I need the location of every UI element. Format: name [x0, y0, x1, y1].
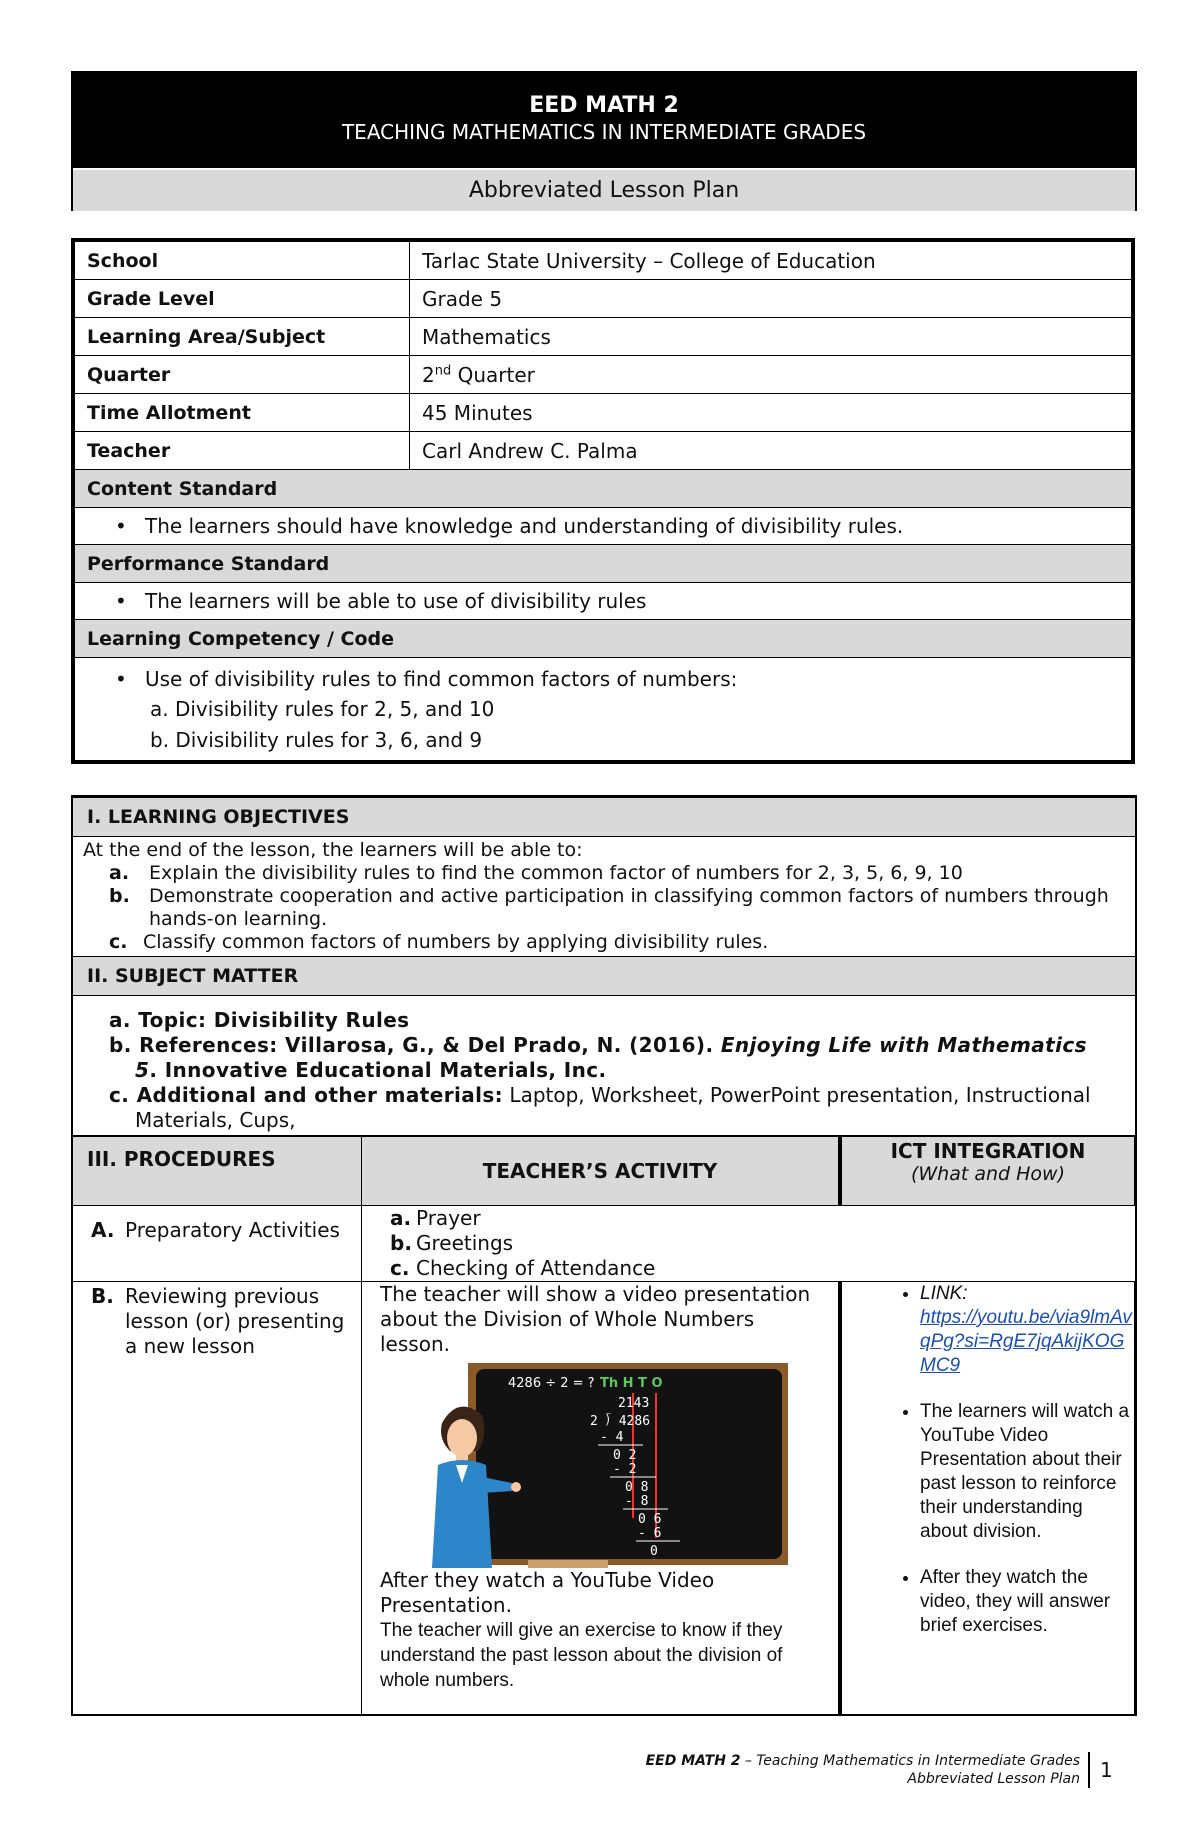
- ict-link-label: LINK:: [920, 1283, 968, 1304]
- board-line: 0 2: [613, 1448, 637, 1463]
- ict-col-header: [840, 1136, 1136, 1206]
- prep-letter: b.: [390, 1231, 412, 1255]
- content-standard-heading-row: [73, 470, 1133, 508]
- page-footer: [600, 1752, 1080, 1788]
- materials-label: c. Additional and other materials:: [109, 1083, 504, 1107]
- info-label: Teacher: [73, 432, 410, 470]
- objective-item: [83, 885, 1125, 931]
- board-line: 2 ⟌ 4286: [590, 1414, 651, 1429]
- review-text-after: After they watch a YouTube Video Presentation.: [380, 1568, 715, 1617]
- competency-heading: Learning Competency / Code: [73, 620, 1133, 658]
- procedures-header-row: [72, 1136, 1136, 1206]
- prep-letter: a.: [390, 1206, 412, 1230]
- step-letter: B.: [91, 1284, 114, 1308]
- header-title-block: [73, 73, 1135, 168]
- performance-standard-text: The learners will be able to use of divisibility rules: [145, 589, 647, 613]
- objective-letter: c.: [109, 931, 128, 953]
- competency-row: [73, 658, 1133, 763]
- footer-course-title: – Teaching Mathematics in Intermediate Grades: [740, 1753, 1080, 1769]
- objective-text: Explain the divisibility rules to find the common factor of numbers for 2, 3, 5, 6, 9, 10: [149, 862, 963, 884]
- info-label: Quarter: [73, 356, 410, 394]
- objective-item: [83, 931, 1125, 954]
- board-line: - 6: [638, 1526, 662, 1541]
- quarter-number: 2: [422, 362, 435, 387]
- info-label: Time Allotment: [73, 394, 410, 432]
- page-number: 1: [1088, 1752, 1140, 1788]
- review-text-intro: The teacher will show a video presentation about the Division of Whole Numbers lesson.: [380, 1282, 811, 1356]
- course-title: TEACHING MATHEMATICS IN INTERMEDIATE GRADES: [341, 120, 867, 144]
- chalkboard-icon: [428, 1363, 788, 1568]
- board-line: 2143: [618, 1396, 650, 1411]
- content-standard-heading: Content Standard: [73, 470, 1133, 508]
- objectives-intro: At the end of the lesson, the learners will be able to:: [83, 839, 583, 861]
- preparatory-row: [72, 1206, 1136, 1282]
- prep-item: [390, 1206, 1125, 1231]
- info-value: 45 Minutes: [410, 394, 1134, 432]
- prep-text: Prayer: [416, 1206, 481, 1230]
- info-row-time: [73, 394, 1133, 432]
- lesson-info-table: [71, 238, 1135, 764]
- footer-course-code: EED MATH 2: [645, 1753, 741, 1769]
- competency-item-b: b. Divisibility rules for 3, 6, and 9: [150, 728, 483, 752]
- ict-list: [892, 1282, 1132, 1638]
- objective-letter: a.: [109, 862, 130, 884]
- info-value: Tarlac State University – College of Education: [410, 240, 1134, 280]
- info-label: Learning Area/Subject: [73, 318, 410, 356]
- info-row-grade: [73, 280, 1133, 318]
- objective-letter: b.: [109, 885, 130, 907]
- teacher-chalkboard-illustration: [428, 1363, 824, 1568]
- bullet-icon: •: [115, 589, 127, 613]
- subject-matter-heading: II. SUBJECT MATTER: [73, 956, 1135, 996]
- prep-text: Checking of Attendance: [416, 1256, 656, 1280]
- references-book-title: Enjoying Life with Mathematics 5: [135, 1033, 1087, 1082]
- performance-standard-heading: Performance Standard: [73, 545, 1133, 583]
- info-row-subject: [73, 318, 1133, 356]
- prep-text: Greetings: [416, 1231, 514, 1255]
- info-value: [410, 356, 1134, 394]
- procedures-table: [71, 1135, 1137, 1716]
- quarter-word: Quarter: [451, 362, 535, 387]
- board-line: 0: [650, 1544, 658, 1559]
- teacher-activity-col-header: TEACHER’S ACTIVITY: [362, 1136, 841, 1206]
- youtube-link[interactable]: https://youtu.be/via9lmAvqPg?si=RgE7jqAkijKOGMC9: [920, 1307, 1132, 1376]
- info-row-teacher: [73, 432, 1133, 470]
- competency-text: Use of divisibility rules to find common factors of numbers:: [145, 667, 738, 691]
- info-row-quarter: [73, 356, 1133, 394]
- ict-link-item: [920, 1282, 1132, 1378]
- objective-text: Classify common factors of numbers by applying divisibility rules.: [143, 931, 769, 953]
- subject-materials: [109, 1083, 1095, 1133]
- references-publisher: . Innovative Educational Materials, Inc.: [149, 1058, 607, 1082]
- step-label: Preparatory Activities: [125, 1218, 340, 1242]
- board-line: - 2: [613, 1462, 637, 1477]
- document-header: [71, 71, 1137, 211]
- doc-type: Abbreviated Lesson Plan: [73, 168, 1135, 211]
- review-row: [72, 1282, 1136, 1716]
- board-line: - 8: [625, 1494, 649, 1509]
- subject-matter-body: [73, 996, 1135, 1145]
- info-row-school: [73, 240, 1133, 280]
- review-text-exercise: The teacher will give an exercise to know if they understand the past lesson about the division of whole numbers.: [380, 1620, 783, 1691]
- bullet-icon: •: [115, 514, 127, 538]
- info-value: Mathematics: [410, 318, 1134, 356]
- board-line: 0 6: [638, 1512, 662, 1527]
- bullet-icon: •: [115, 667, 127, 691]
- board-line: - 4: [600, 1430, 624, 1445]
- ict-item: • After they watch the video, they will answer brief exercises.: [920, 1566, 1132, 1638]
- subject-topic: a. Topic: Divisibility Rules: [109, 1008, 410, 1032]
- info-value: Carl Andrew C. Palma: [410, 432, 1134, 470]
- performance-standard-row: [73, 583, 1133, 620]
- objectives-section: [71, 795, 1137, 1147]
- ict-header-subtitle: (What and How): [910, 1163, 1066, 1185]
- info-label: School: [73, 240, 410, 280]
- prep-item: [390, 1231, 1125, 1256]
- objective-item: [83, 862, 1125, 885]
- board-line: 0 8: [625, 1480, 649, 1495]
- board-place-values: Th H T O: [600, 1376, 663, 1391]
- objectives-heading: I. LEARNING OBJECTIVES: [73, 798, 1135, 837]
- board-problem: 4286 ÷ 2 = ?: [508, 1376, 595, 1391]
- competency-item-a: a. Divisibility rules for 2, 5, and 10: [150, 697, 495, 721]
- competency-heading-row: [73, 620, 1133, 658]
- info-value: Grade 5: [410, 280, 1134, 318]
- info-label: Grade Level: [73, 280, 410, 318]
- ict-header-title: ICT INTEGRATION: [890, 1139, 1086, 1163]
- prep-item: [390, 1256, 1125, 1281]
- references-text: b. References: Villarosa, G., & Del Prado, N. (2016).: [109, 1033, 721, 1057]
- step-label: Reviewing previous lesson (or) presenting a new lesson: [125, 1284, 345, 1358]
- quarter-suffix: nd: [434, 362, 452, 378]
- course-code: EED MATH 2: [529, 93, 679, 118]
- objective-text: Demonstrate cooperation and active participation in classifying common factors of numbers through hands-on learning.: [149, 885, 1109, 930]
- step-letter: A.: [91, 1218, 115, 1242]
- footer-doc-type: Abbreviated Lesson Plan: [907, 1771, 1080, 1787]
- ict-item: • The learners will watch a YouTube Video Presentation about their past lesson to reinforce their understanding about division.: [920, 1400, 1132, 1544]
- procedures-col-header: III. PROCEDURES: [72, 1136, 362, 1206]
- prep-letter: c.: [390, 1256, 410, 1280]
- performance-standard-heading-row: [73, 545, 1133, 583]
- content-standard-text: The learners should have knowledge and understanding of divisibility rules.: [145, 514, 904, 538]
- materials-text: Laptop, Worksheet, PowerPoint presentation, Instructional Materials, Cups,: [135, 1083, 1091, 1132]
- subject-references: [109, 1033, 1095, 1083]
- content-standard-row: [73, 508, 1133, 545]
